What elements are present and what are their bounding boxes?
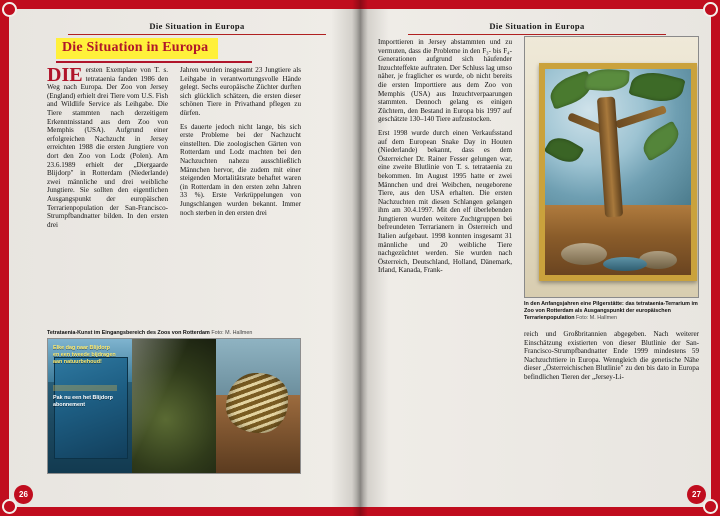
running-head-right	[363, 21, 720, 35]
page-number-right: 27	[687, 485, 706, 504]
running-head-rule	[68, 34, 326, 35]
left-photo-caption	[47, 330, 301, 336]
drop-cap: DIE	[47, 64, 83, 86]
right-photo-caption-text: In den Anfangsjahren eine Pilgerstätte: das tetrataenia-Terrarium im Zoo von Rotterdam als Ausgangspunkt der europäischen Terrarienpopulation	[524, 301, 698, 322]
left-photo-caption-text: Tetrataenia-Kunst im Eingangsbereich des Zoos von Rotterdam	[47, 330, 210, 336]
poster-divider	[53, 385, 117, 391]
border-left	[0, 0, 9, 516]
right-col1-para2: Erst 1998 wurde durch einen Verkaufsstand auf dem European Snake Day in Houten (Niederlande) bekannt, dass es dem Österreicher Dr. Rainer Fesser gelungen war, eine zweite Blutlinie von T. s. tetrataenia zu bekommen. Im August 1995 hatte er zwei Männchen und drei Weibchen, neugeborene Tiere, aus den USA erhalten. Die ersten Nachzuchten mit diesen Schlangen gelangen ihm am 30.4.1997. Mit den elf überlebenden Jungtieren wurden weitere Zuchtgruppen bei befreundeten Terrarianern in Österreich und Italien aufgebaut. 1998 konnten insgesamt 31 männliche und 20 weibliche Tiere nachgezüchtet werden. Sie wurden nach Österreich, Deutschland, Holland, Dänemark, Irland, Kanada, Frank-	[378, 128, 512, 275]
photo-glass-reflection	[132, 339, 216, 473]
terrarium-leaf-5	[584, 67, 629, 92]
mural-snake	[226, 373, 288, 433]
left-col2-para2: Es dauerte jedoch nicht lange, bis sich erste Probleme bei der Nachzucht einstellten. Die zoologischen Gärten von Rotterdam und Lodz machten bei den Nachzuchten nahezu ausschließlich Männchen hervor, die zudem mit einer steigenden Mortalitätsrate behaftet waren (in Rotterdam in den ersten zehn Jahren 33 %). Erste Verkrüppelungen von Jungschlangen wurden bekannt. Immer noch sterben in den ersten drei	[180, 122, 301, 217]
title-underline	[56, 61, 252, 63]
right-column-1	[378, 38, 512, 280]
photo-zoo-entrance	[48, 339, 132, 473]
terrarium-water-bowl	[603, 257, 647, 271]
page-title: Die Situation in Europa	[62, 40, 209, 55]
page-number-left: 26	[14, 485, 33, 504]
title-highlight	[56, 38, 218, 59]
terrarium-leaf-2	[628, 67, 685, 107]
terrarium-stone-1	[561, 243, 607, 265]
right-text-column-1	[378, 38, 512, 280]
photo-snake-mural	[216, 339, 300, 473]
right-text-column-2	[524, 330, 699, 387]
right-col1-para1: Importtieren in Jersey abstammten und zu vermuten, dass die Probleme in den F₃- bis F₄-Generationen aufgrund sich häufender Inzuchteffekte auftraten. Der Schluss lag umso näher, je fraglicher es wurde, ob nicht bereits die ersten Importtiere aus dem Zoo von Memphis (USA) aus Inzuchtverpaarungen stammten. Dennoch gelang es einigen Züchtern, den Bestand in Europa bis 1997 auf geschätzte 130–140 Tiere aufzustocken.	[378, 38, 512, 124]
left-col2-body	[180, 66, 301, 217]
border-right	[711, 0, 720, 516]
terrarium-trunk	[597, 97, 623, 218]
right-col2-body	[524, 330, 699, 382]
left-col2-para1: Jahren wurden insgesamt 23 Jungtiere als Leihgabe in verantwortungsvolle Hände gelegt. Sechs europäische Züchter durften sich glücklich schätzen, die ersten dieser schönen Tiere in Privathand pflegen zu dürfen.	[180, 66, 301, 117]
left-photo-strip	[47, 338, 301, 474]
photo-snake-artwork	[132, 339, 216, 473]
left-photo-block	[47, 330, 301, 474]
terrarium-leaf-4	[544, 132, 584, 168]
poster-text-2: Pak nu een het Blijdorp abonnement	[53, 395, 113, 408]
running-head-rule-right	[408, 34, 666, 35]
terrarium-branch-2	[615, 105, 667, 129]
border-bottom	[0, 507, 720, 516]
running-head-left-text: Die Situation in Europa	[149, 21, 245, 31]
right-col1-body	[378, 38, 512, 275]
terrarium-enclosure	[539, 63, 697, 281]
article-title-block	[56, 38, 252, 63]
left-text-columns	[47, 66, 301, 234]
border-top	[0, 0, 720, 9]
terrarium-photo	[524, 36, 699, 298]
right-photo-credit: Foto: M. Hallmen	[576, 315, 618, 322]
left-photo-credit: Foto: M. Hallmen	[211, 330, 253, 336]
running-head-right-text: Die Situation in Europa	[489, 21, 585, 31]
left-col1-body	[47, 66, 168, 229]
right-photo-block	[524, 36, 699, 323]
left-col1-para1: ersten Exemplare von T. s. tetrataenia fanden 1986 den Weg nach Europa. Der Zoo von Jersey (England) erhielt drei Tiere vom U.S. Fish and Wildlife Service als Leihgabe. Die Tiere stammten nach derzeitigem Erkenntnisstand aus dem Zoo von Memphis (USA). Aufgrund einer erfolgreichen Nachzucht in Jersey erreichten 1988 die ersten Jungtiere von dort den Zoo von Lodz (Polen). Am 23.6.1989 erhielt der „Diergaarde Blijdorp" in Rotterdam (Niederlande) zwei männliche und drei weibliche Jungtiere. Sie sollten den eigentlichen Ausgangspunkt der europäischen Terrarienpopulation der San-Francisco-Strumpfbandnatter bilden. In den ersten drei	[47, 66, 168, 229]
poster-text-1: Elke dag naar Blijdorp en een tweede bijdragen aan natuurbehoud!	[53, 345, 116, 365]
right-photo-caption	[524, 301, 699, 323]
left-column-1	[47, 66, 168, 234]
left-column-2	[180, 66, 301, 234]
running-head-left	[9, 21, 371, 35]
right-col2-para1: reich und Großbritannien abgegeben. Nach weiterer Einschätzung existierten von dieser Blutlinie der San-Francisco-Strumpfbandnatter Ende 1999 mindestens 59 Nachzuchttiere in Europa. Wenngleich die genetische Nähe dieser „Österreichischen Blutlinie" zu den bis dato in Europa befindlichen Tieren der „Jersey-Li-	[524, 330, 699, 381]
terrarium-leaf-3	[638, 121, 685, 162]
